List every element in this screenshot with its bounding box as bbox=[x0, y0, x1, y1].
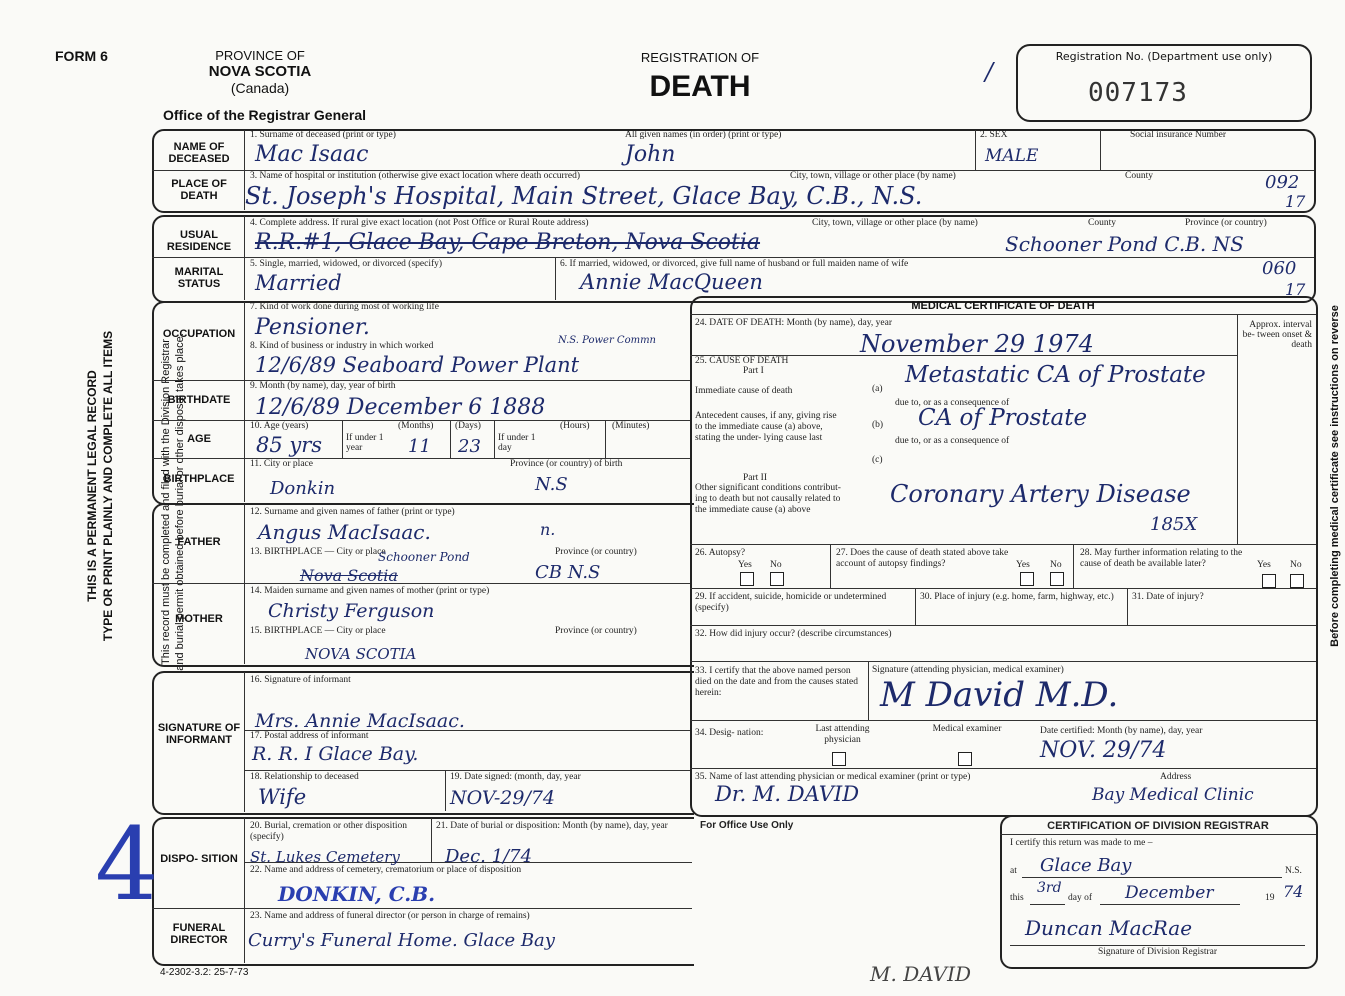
date-signed-value: NOV-29/74 bbox=[450, 787, 556, 809]
label-given: All given names (in order) (print or type) bbox=[625, 130, 782, 140]
filing-line1: This record must be completed and filed with the Division Registrar bbox=[160, 339, 172, 665]
section-usual-residence: USUAL RESIDENCE bbox=[166, 229, 232, 253]
label-spouse: 6. If married, widowed, or divorced, give full name of husband or full maiden name of wife bbox=[560, 259, 909, 269]
label-autopsy: 26. Autopsy? bbox=[695, 548, 746, 558]
label-under-day: If under 1 day bbox=[498, 433, 536, 453]
label-other: Other significant conditions contribut- ing to death but not causally related to the immediate cause (a) above bbox=[695, 483, 841, 515]
side-note-line2: TYPE OR PRINT PLAINLY AND COMPLETE ALL ITEMS bbox=[101, 330, 115, 642]
form-title: DEATH bbox=[649, 70, 751, 103]
label-c: (c) bbox=[872, 455, 883, 465]
label-part2: Part II bbox=[743, 473, 768, 483]
label-date-certified: Date certified: Month (by name), day, year bbox=[1040, 726, 1203, 736]
industry-note: N.S. Power Commn bbox=[558, 335, 656, 346]
label-days: (Days) bbox=[455, 421, 481, 431]
label-work: 7. Kind of work done during most of working life bbox=[250, 302, 439, 312]
county-code: 092 bbox=[1265, 172, 1300, 193]
age-months-value: 11 bbox=[408, 436, 431, 457]
informant-signature-value: Mrs. Annie MacIsaac. bbox=[255, 710, 465, 732]
last-attending-checkbox[interactable] bbox=[832, 752, 846, 766]
division-year-value: 74 bbox=[1283, 882, 1304, 901]
label-marital: 5. Single, married, widowed, or divorced (specify) bbox=[250, 259, 443, 269]
label-minutes: (Minutes) bbox=[612, 421, 650, 431]
informant-address-value: R. R. I Glace Bay. bbox=[252, 743, 419, 765]
section-occupation: OCCUPATION bbox=[162, 328, 236, 340]
label-certify: 33. I certify that the above named person died on the date and from the causes stated herein: bbox=[695, 666, 859, 698]
section-age: AGE bbox=[187, 433, 211, 445]
division-month-value: December bbox=[1125, 883, 1214, 903]
label-burial-date: 21. Date of burial or disposition: Month (by name), day, year bbox=[436, 821, 668, 831]
section-birthdate: BIRTHDATE bbox=[167, 394, 231, 406]
label-birthdate: 9. Month (by name), day, year of birth bbox=[250, 381, 396, 391]
label-part1: Part I bbox=[743, 366, 764, 376]
given-name-value: John bbox=[625, 142, 676, 167]
registration-of: REGISTRATION OF bbox=[640, 50, 760, 65]
label-mother-province: Province (or country) bbox=[555, 626, 637, 636]
marital-value: Married bbox=[255, 271, 342, 295]
label-due1: due to, or as a consequence of bbox=[895, 398, 1010, 408]
label-interval: Approx. interval be- tween onset & death bbox=[1242, 320, 1312, 350]
age-years-value: 85 yrs bbox=[256, 433, 323, 457]
label-father: 12. Surname and given names of father (print or type) bbox=[250, 507, 455, 517]
findings-no-checkbox[interactable] bbox=[1050, 572, 1064, 586]
division-certify: I certify this return was made to me – bbox=[1010, 838, 1153, 848]
registration-number-label: Registration No. (Department use only) bbox=[1055, 50, 1273, 63]
division-signature-label: Signature of Division Registrar bbox=[1098, 947, 1217, 957]
section-informant: SIGNATURE OF INFORMANT bbox=[157, 722, 241, 746]
birthdate-value: 12/6/89 December 6 1888 bbox=[255, 395, 546, 420]
division-at: at bbox=[1010, 866, 1017, 876]
registration-number: 007173 bbox=[1088, 78, 1188, 108]
label-mother-birthplace: 15. BIRTHPLACE — City or place bbox=[250, 626, 386, 636]
cause-b-value: CA of Prostate bbox=[918, 405, 1088, 431]
division-place-value: Glace Bay bbox=[1040, 855, 1132, 876]
label-autopsy-no: No bbox=[770, 560, 782, 570]
label-b: (b) bbox=[872, 420, 884, 430]
burial-value: St. Lukes Cemetery bbox=[250, 848, 400, 866]
father-birthplace-correction: Schooner Pond bbox=[378, 550, 470, 564]
place-of-death-value: St. Joseph's Hospital, Main Street, Glace Bay, C.B., N.S. bbox=[245, 182, 923, 210]
physician-name-value: Dr. M. DAVID bbox=[715, 782, 860, 806]
section-place: PLACE OF DEATH bbox=[171, 178, 227, 202]
relationship-value: Wife bbox=[258, 785, 307, 809]
physician-signature-value: M David M.D. bbox=[880, 675, 1119, 715]
date-certified-value: NOV. 29/74 bbox=[1040, 738, 1167, 763]
label-autopsy-yes: Yes bbox=[738, 560, 752, 570]
father-province-value: CB N.S bbox=[535, 562, 601, 583]
registration-number-box bbox=[1016, 44, 1312, 122]
label-physician-signature: Signature (attending physician, medical examiner) bbox=[872, 665, 1064, 675]
filing-line2: and burial permit obtained before burial or other disposal takes place. bbox=[174, 333, 186, 671]
label-burial: 20. Burial, cremation or other disposition (specify) bbox=[250, 821, 407, 842]
label-relationship: 18. Relationship to deceased bbox=[250, 772, 359, 782]
label-sin: Social insurance Number bbox=[1130, 130, 1227, 140]
label-birth-province: Province (or country) of birth bbox=[510, 459, 623, 469]
label-designation: 34. Desig- nation: bbox=[695, 728, 764, 738]
label-surname: 1. Surname of deceased (print or type) bbox=[250, 130, 396, 140]
office-name: Office of the Registrar General bbox=[163, 107, 367, 123]
spouse-value: Annie MacQueen bbox=[580, 270, 763, 294]
label-further-yes: Yes bbox=[1257, 560, 1271, 570]
label-immediate: Immediate cause of death bbox=[695, 386, 793, 396]
tick-mark: / bbox=[985, 58, 994, 86]
findings-yes-checkbox[interactable] bbox=[1020, 572, 1034, 586]
label-cemetery: 22. Name and address of cemetery, crematorium or place of disposition bbox=[250, 865, 522, 875]
label-hospital: 3. Name of hospital or institution (otherwise give exact location where death occurred) bbox=[250, 171, 581, 181]
label-informant-address: 17. Postal address of informant bbox=[250, 731, 369, 741]
medical-certificate-title: MEDICAL CERTIFICATE OF DEATH bbox=[911, 300, 1095, 312]
label-funeral-director: 23. Name and address of funeral director (or person in charge of remains) bbox=[250, 911, 530, 921]
label-further-no: No bbox=[1290, 560, 1302, 570]
division-this: this bbox=[1010, 893, 1024, 903]
section-mother: MOTHER bbox=[175, 613, 223, 625]
division-day-value: 3rd bbox=[1037, 880, 1062, 896]
label-a: (a) bbox=[872, 384, 883, 394]
label-hours: (Hours) bbox=[560, 421, 590, 431]
label-father-birthplace: 13. BIRTHPLACE — City or place bbox=[250, 547, 386, 557]
label-cause: 25. CAUSE OF DEATH bbox=[695, 356, 789, 366]
label-res-city: City, town, village or other place (by name) bbox=[812, 218, 978, 228]
section-disposition: DISPO- SITION bbox=[160, 853, 238, 865]
surname-value: Mac Isaac bbox=[255, 142, 369, 167]
label-county: County bbox=[1125, 171, 1153, 181]
mother-value: Christy Ferguson bbox=[268, 600, 435, 622]
date-of-death-value: November 29 1974 bbox=[860, 330, 1094, 358]
burial-date-value: Dec. 1/74 bbox=[445, 846, 533, 867]
age-days-value: 23 bbox=[458, 436, 481, 457]
division-ns: N.S. bbox=[1285, 866, 1302, 876]
medical-examiner-checkbox[interactable] bbox=[958, 752, 972, 766]
occupation-value: Pensioner. bbox=[255, 315, 370, 340]
label-res-province: Province (or country) bbox=[1185, 218, 1267, 228]
label-age: 10. Age (years) bbox=[250, 421, 309, 431]
birth-province-value: N.S bbox=[535, 474, 568, 495]
permanent-record-note bbox=[84, 256, 116, 716]
label-father-province: Province (or country) bbox=[555, 547, 637, 557]
label-date-signed: 19. Date signed: (month, day, year bbox=[450, 772, 581, 782]
autopsy-no-checkbox[interactable] bbox=[770, 572, 784, 586]
label-res-county: County bbox=[1088, 218, 1116, 228]
label-mother: 14. Maiden surname and given names of mother (print or type) bbox=[250, 586, 490, 596]
label-place-injury: 30. Place of injury (e.g. home, farm, highway, etc.) bbox=[920, 592, 1114, 602]
label-date-injury: 31. Date of injury? bbox=[1132, 592, 1204, 602]
physician-address-value: Bay Medical Clinic bbox=[1092, 785, 1254, 805]
residence-code-2: 17 bbox=[1285, 280, 1306, 299]
birthplace-value: Donkin bbox=[270, 478, 336, 499]
label-last-attending: Last attending physician bbox=[815, 724, 870, 745]
county-code-2: 17 bbox=[1285, 192, 1306, 211]
side-note-line1: THIS IS A PERMANENT LEGAL RECORD bbox=[85, 370, 99, 602]
label-how-injury: 32. How did injury occur? (describe circumstances) bbox=[695, 629, 892, 639]
label-findings-no: No bbox=[1050, 560, 1062, 570]
label-months: (Months) bbox=[398, 421, 434, 431]
form-code: 4-2302-3.2: 25-7-73 bbox=[160, 967, 249, 978]
label-accident: 29. If accident, suicide, homicide or undetermined (specify) bbox=[695, 592, 887, 613]
division-dayof: day of bbox=[1068, 893, 1093, 903]
label-due2: due to, or as a consequence of bbox=[895, 436, 1010, 446]
label-sex: 2. SEX bbox=[980, 130, 1008, 140]
section-funeral: FUNERAL DIRECTOR bbox=[170, 922, 228, 946]
label-informant-signature: 16. Signature of informant bbox=[250, 675, 351, 685]
section-name: NAME OF DECEASED bbox=[168, 141, 230, 165]
father-note: n. bbox=[540, 520, 556, 539]
father-value: Angus MacIsaac. bbox=[258, 520, 431, 544]
residence-value: R.R.#1, Glace Bay, Cape Breton, Nova Scotia bbox=[255, 230, 761, 255]
label-autopsy-findings: 27. Does the cause of death stated above take account of autopsy findings? bbox=[836, 548, 1009, 569]
office-use-label: For Office Use Only bbox=[700, 820, 794, 831]
contributing-cause-value: Coronary Artery Disease bbox=[890, 480, 1191, 508]
label-address: 4. Complete address. If rural give exact location (not Post Office or Rural Route address) bbox=[250, 218, 589, 228]
label-findings-yes: Yes bbox=[1016, 560, 1030, 570]
label-medical-examiner: Medical examiner bbox=[932, 724, 1002, 734]
label-physician-name: 35. Name of last attending physician or medical examiner (print or type) bbox=[695, 772, 971, 782]
medical-instruction: Before completing medical certificate see instructions on reverse bbox=[1329, 305, 1341, 647]
bottom-note: M. DAVID bbox=[870, 962, 972, 986]
division-signature-value: Duncan MacRae bbox=[1025, 916, 1193, 940]
section-birthplace: BIRTHPLACE bbox=[163, 473, 235, 485]
funeral-director-value: Curry's Funeral Home. Glace Bay bbox=[248, 930, 555, 951]
province-line2: NOVA SCOTIA bbox=[208, 63, 312, 80]
label-antecedent: Antecedent causes, if any, giving rise to the immediate cause (a) above, stating the under- lying cause last bbox=[695, 411, 837, 443]
further-no-checkbox[interactable] bbox=[1290, 574, 1304, 588]
form-number: FORM 6 bbox=[55, 48, 108, 64]
label-city: City, town, village or other place (by name) bbox=[790, 171, 956, 181]
section-father: FATHER bbox=[177, 536, 221, 548]
province-line1: PROVINCE OF bbox=[215, 48, 305, 63]
residence-code: 060 bbox=[1262, 258, 1297, 279]
margin-mark: 4 bbox=[95, 806, 159, 923]
province-heading bbox=[160, 48, 360, 96]
sex-value: MALE bbox=[985, 146, 1039, 166]
province-line3: (Canada) bbox=[230, 80, 290, 96]
label-industry: 8. Kind of business or industry in which worked bbox=[250, 341, 434, 351]
residence-correction: Schooner Pond C.B. NS bbox=[1005, 232, 1244, 256]
cause-a-value: Metastatic CA of Prostate bbox=[905, 362, 1206, 388]
label-physician-address: Address bbox=[1160, 772, 1192, 782]
further-yes-checkbox[interactable] bbox=[1262, 574, 1276, 588]
label-date-of-death: 24. DATE OF DEATH: Month (by name), day, year bbox=[695, 318, 892, 328]
father-birthplace-value: Nova Scotia bbox=[300, 566, 398, 585]
section-marital: MARITAL STATUS bbox=[174, 266, 224, 290]
autopsy-yes-checkbox[interactable] bbox=[740, 572, 754, 586]
label-under-year: If under 1 year bbox=[346, 433, 384, 453]
label-further-info: 28. May further information relating to the cause of death be available later? bbox=[1080, 548, 1243, 569]
cemetery-value: DONKIN, C.B. bbox=[278, 882, 436, 906]
mother-birthplace-value: NOVA SCOTIA bbox=[305, 645, 417, 663]
division-title: CERTIFICATION OF DIVISION REGISTRAR bbox=[1047, 820, 1269, 832]
cause-code: 185X bbox=[1150, 514, 1198, 535]
division-year19: 19 bbox=[1265, 893, 1275, 903]
label-birthplace: 11. City or place bbox=[250, 459, 313, 469]
industry-value: 12/6/89 Seaboard Power Plant bbox=[255, 353, 580, 377]
